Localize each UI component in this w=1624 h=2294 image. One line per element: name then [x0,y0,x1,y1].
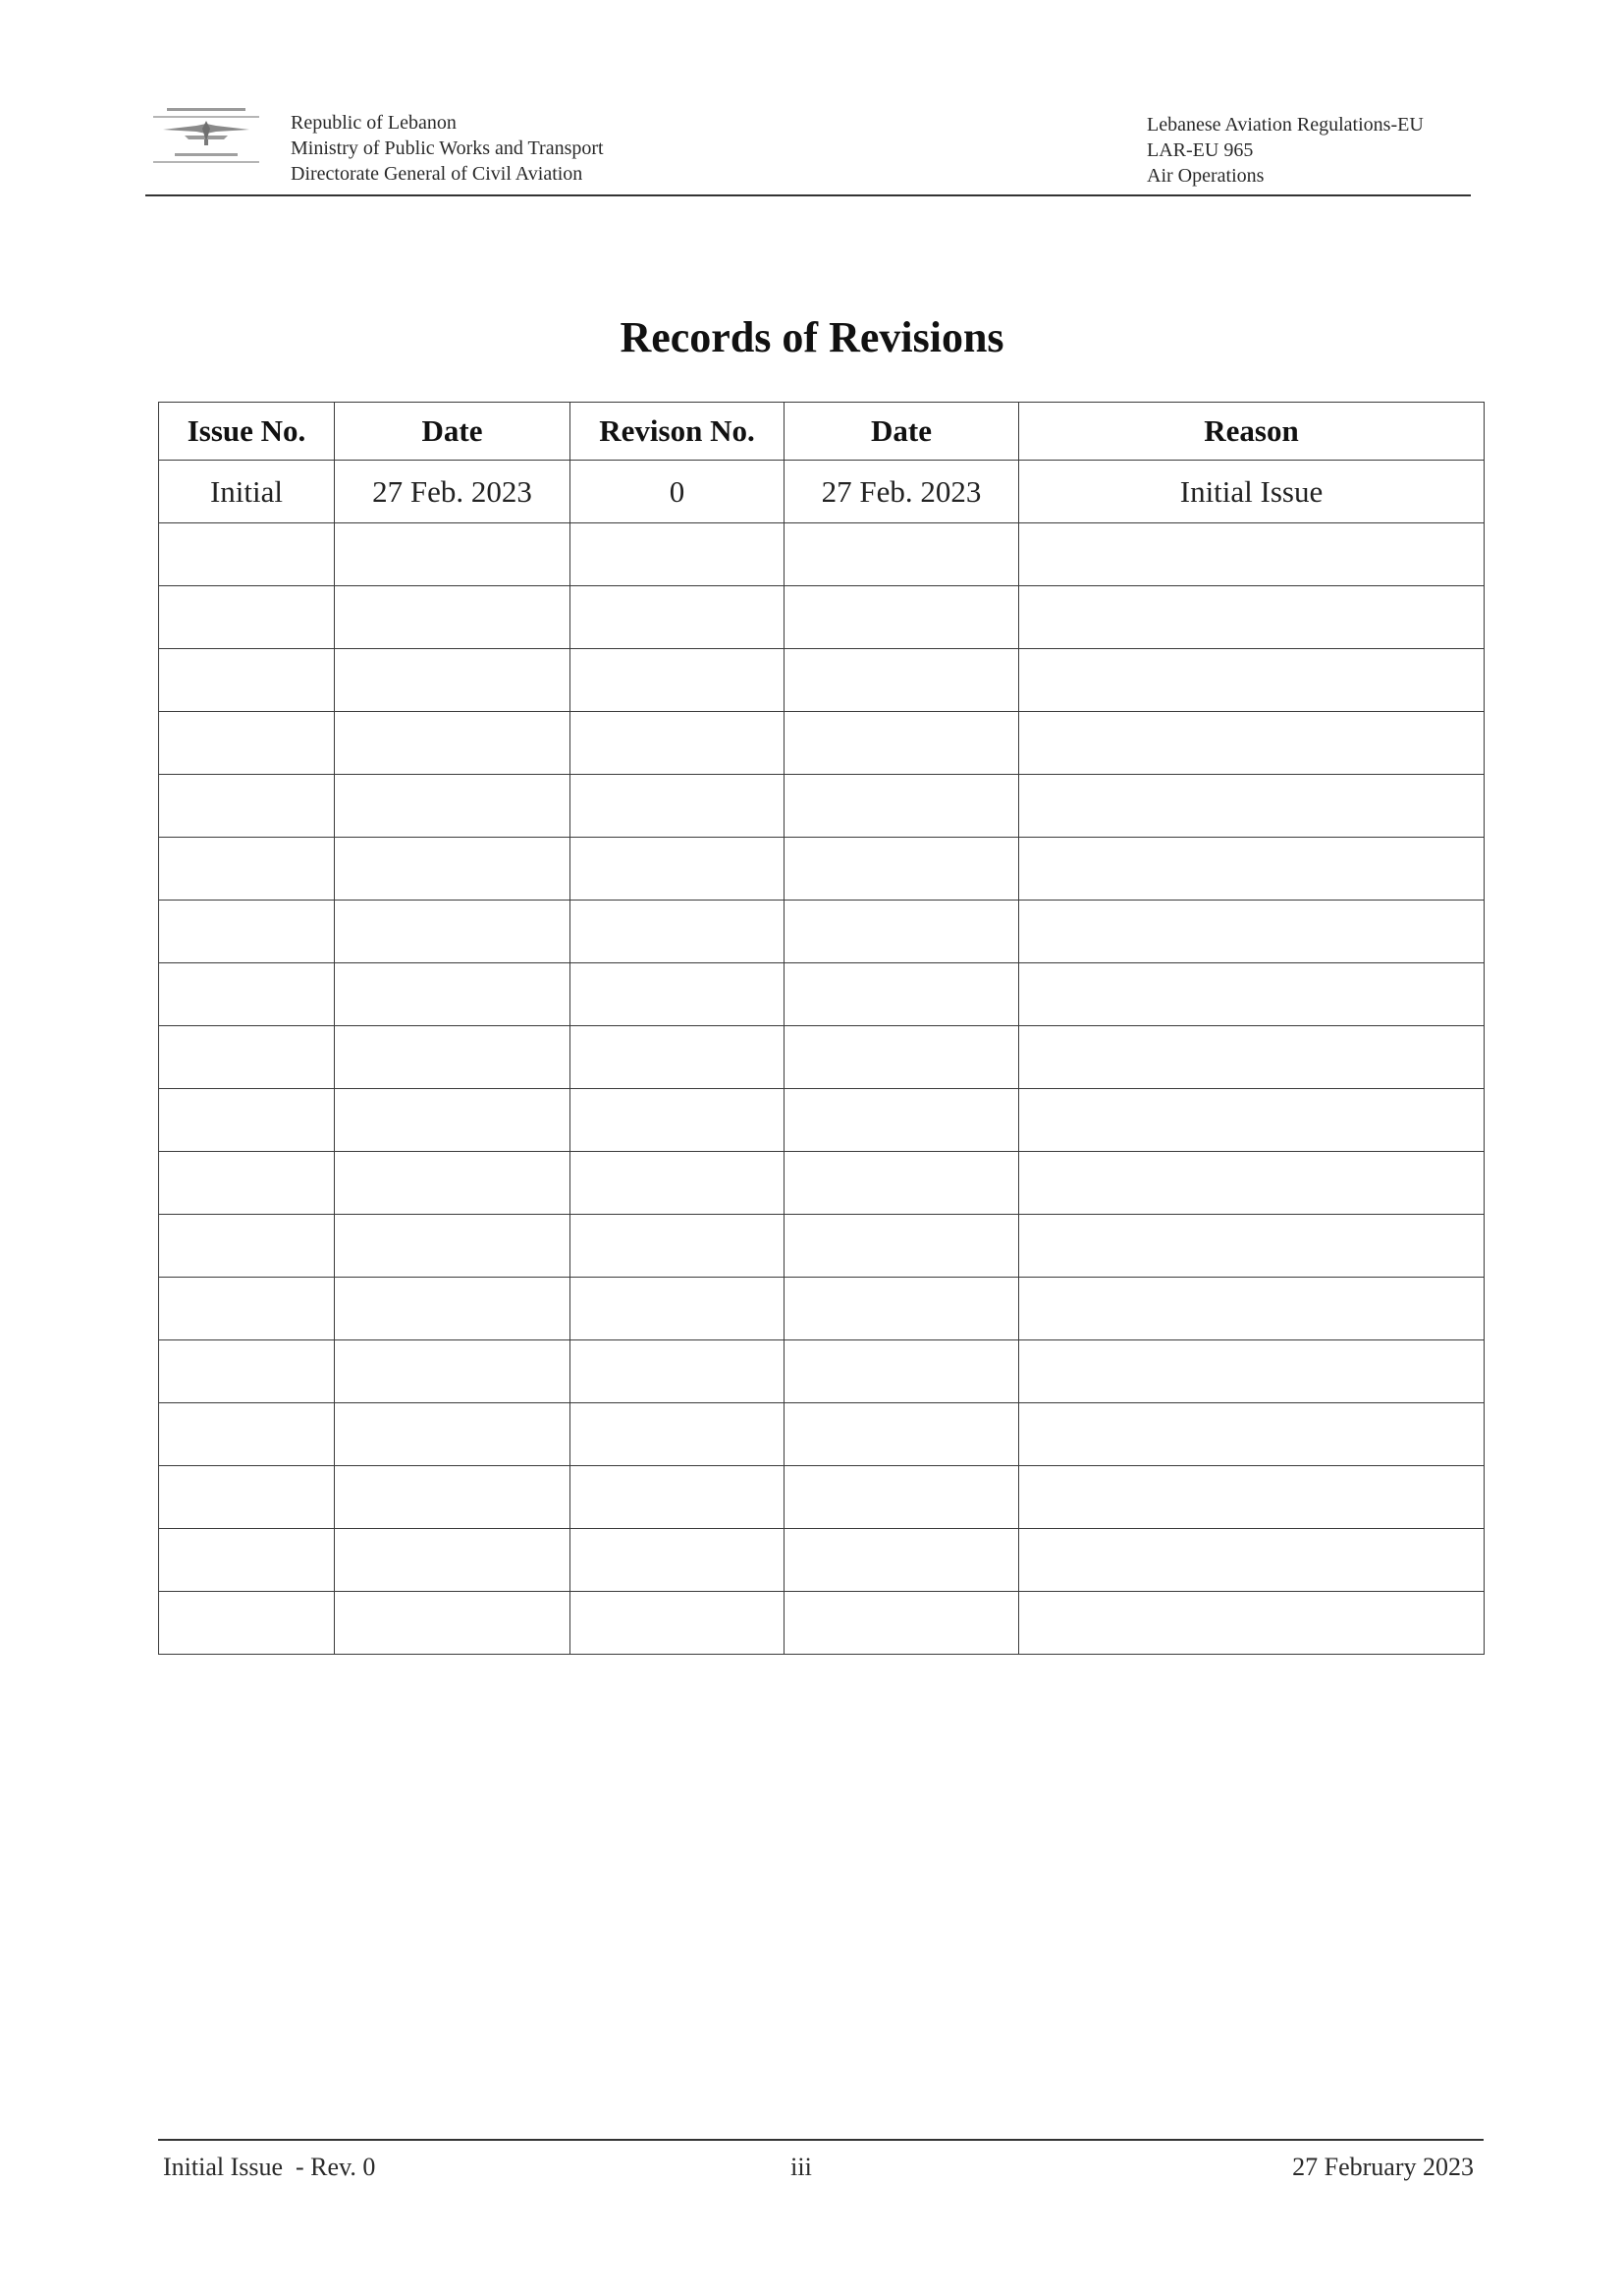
cell-issue-no [159,586,335,649]
cell-issue-date: 27 Feb. 2023 [335,461,570,523]
cell-revision-date [785,1466,1019,1529]
authority-block [291,110,604,187]
table-row [159,712,1485,775]
cell-reason [1019,1026,1485,1089]
cell-reason [1019,712,1485,775]
table-row [159,1278,1485,1340]
cell-revision-date [785,1215,1019,1278]
cell-revision-no [570,1152,785,1215]
cell-revision-date [785,649,1019,712]
cell-revision-no [570,1592,785,1655]
cell-issue-date [335,901,570,963]
cell-issue-date [335,838,570,901]
cell-revision-date: 27 Feb. 2023 [785,461,1019,523]
cell-reason [1019,1466,1485,1529]
cell-revision-date [785,1026,1019,1089]
cell-reason [1019,1278,1485,1340]
cell-issue-no [159,649,335,712]
cell-reason [1019,901,1485,963]
cell-revision-no [570,1026,785,1089]
cell-revision-no [570,1278,785,1340]
cell-revision-no [570,775,785,838]
column-header-revision-no: Revison No. [570,403,785,461]
cell-issue-no [159,1529,335,1592]
table-row [159,1529,1485,1592]
footer-divider [158,2139,1484,2141]
regulation-block [1147,112,1424,189]
cell-issue-date [335,1026,570,1089]
cell-reason [1019,963,1485,1026]
cell-reason [1019,1152,1485,1215]
column-header-issue-no: Issue No. [159,403,335,461]
column-header-reason: Reason [1019,403,1485,461]
cell-revision-no [570,649,785,712]
cell-issue-no [159,1215,335,1278]
page-footer [158,2139,1484,2198]
cell-issue-date [335,586,570,649]
page-header [145,102,1471,196]
cell-revision-date [785,586,1019,649]
table-row [159,461,1485,523]
cell-revision-date [785,963,1019,1026]
cell-revision-no [570,1466,785,1529]
cell-revision-no [570,1340,785,1403]
table-row [159,901,1485,963]
table-row [159,1403,1485,1466]
cell-revision-no [570,523,785,586]
cell-issue-date [335,712,570,775]
cell-revision-no [570,1215,785,1278]
table-row [159,1215,1485,1278]
cell-revision-date [785,1529,1019,1592]
cell-issue-date [335,963,570,1026]
cell-issue-date [335,1089,570,1152]
cell-issue-date [335,1403,570,1466]
cell-revision-date [785,1089,1019,1152]
footer-page-number: iii [790,2153,812,2181]
authority-country: Republic of Lebanon [291,112,457,134]
header-divider [145,194,1471,196]
cell-issue-no [159,523,335,586]
cell-revision-date [785,1340,1019,1403]
cell-issue-date [335,1278,570,1340]
table-row [159,1026,1485,1089]
cell-revision-date [785,901,1019,963]
cell-reason [1019,1340,1485,1403]
cell-reason [1019,1592,1485,1655]
cell-revision-date [785,1403,1019,1466]
cell-reason [1019,649,1485,712]
cell-reason: Initial Issue [1019,461,1485,523]
dgca-emblem-icon [145,102,267,185]
cell-revision-date [785,712,1019,775]
table-row [159,1152,1485,1215]
cell-issue-date [335,1592,570,1655]
cell-revision-date [785,838,1019,901]
cell-revision-no [570,586,785,649]
cell-issue-no [159,712,335,775]
cell-issue-no [159,901,335,963]
table-row [159,1340,1485,1403]
cell-revision-no [570,838,785,901]
regulation-subject: Air Operations [1147,165,1265,187]
cell-revision-date [785,1278,1019,1340]
page-title: Records of Revisions [620,313,1004,361]
table-row [159,523,1485,586]
cell-issue-no [159,775,335,838]
authority-ministry: Ministry of Public Works and Transport [291,137,604,159]
table-row [159,649,1485,712]
cell-issue-no: Initial [159,461,335,523]
cell-reason [1019,1215,1485,1278]
table-row [159,775,1485,838]
cell-revision-date [785,775,1019,838]
cell-issue-date [335,1215,570,1278]
revisions-table-body [159,461,1485,1655]
table-row [159,838,1485,901]
regulation-name: Lebanese Aviation Regulations-EU [1147,114,1424,136]
cell-issue-no [159,838,335,901]
cell-revision-no [570,1089,785,1152]
cell-issue-no [159,1089,335,1152]
cell-revision-no [570,1403,785,1466]
cell-revision-no [570,1529,785,1592]
authority-directorate: Directorate General of Civil Aviation [291,163,583,185]
table-row [159,963,1485,1026]
table-row [159,1592,1485,1655]
cell-issue-date [335,775,570,838]
cell-issue-no [159,1466,335,1529]
cell-issue-no [159,1403,335,1466]
cell-reason [1019,775,1485,838]
cell-revision-date [785,1152,1019,1215]
cell-reason [1019,523,1485,586]
cell-reason [1019,1403,1485,1466]
cell-issue-date [335,523,570,586]
cell-issue-no [159,963,335,1026]
cell-revision-date [785,523,1019,586]
column-header-issue-date: Date [335,403,570,461]
cell-reason [1019,838,1485,901]
table-row [159,1466,1485,1529]
cell-issue-no [159,1592,335,1655]
cell-reason [1019,1089,1485,1152]
table-row [159,1089,1485,1152]
cell-revision-no [570,901,785,963]
cell-reason [1019,586,1485,649]
footer-date: 27 February 2023 [1292,2153,1474,2181]
regulation-code: LAR-EU 965 [1147,139,1254,161]
cell-revision-no [570,963,785,1026]
cell-issue-no [159,1026,335,1089]
table-row [159,586,1485,649]
cell-issue-date [335,1466,570,1529]
revisions-table [158,402,1485,1655]
cell-issue-no [159,1152,335,1215]
cell-issue-date [335,1529,570,1592]
cell-issue-date [335,649,570,712]
cell-issue-no [159,1278,335,1340]
footer-issue-revision: Initial Issue - Rev. 0 [163,2153,376,2181]
cell-issue-date [335,1340,570,1403]
cell-issue-no [159,1340,335,1403]
column-header-revision-date: Date [785,403,1019,461]
cell-revision-no [570,712,785,775]
cell-issue-date [335,1152,570,1215]
cell-reason [1019,1529,1485,1592]
cell-revision-no: 0 [570,461,785,523]
cell-revision-date [785,1592,1019,1655]
table-header-row [159,403,1485,461]
